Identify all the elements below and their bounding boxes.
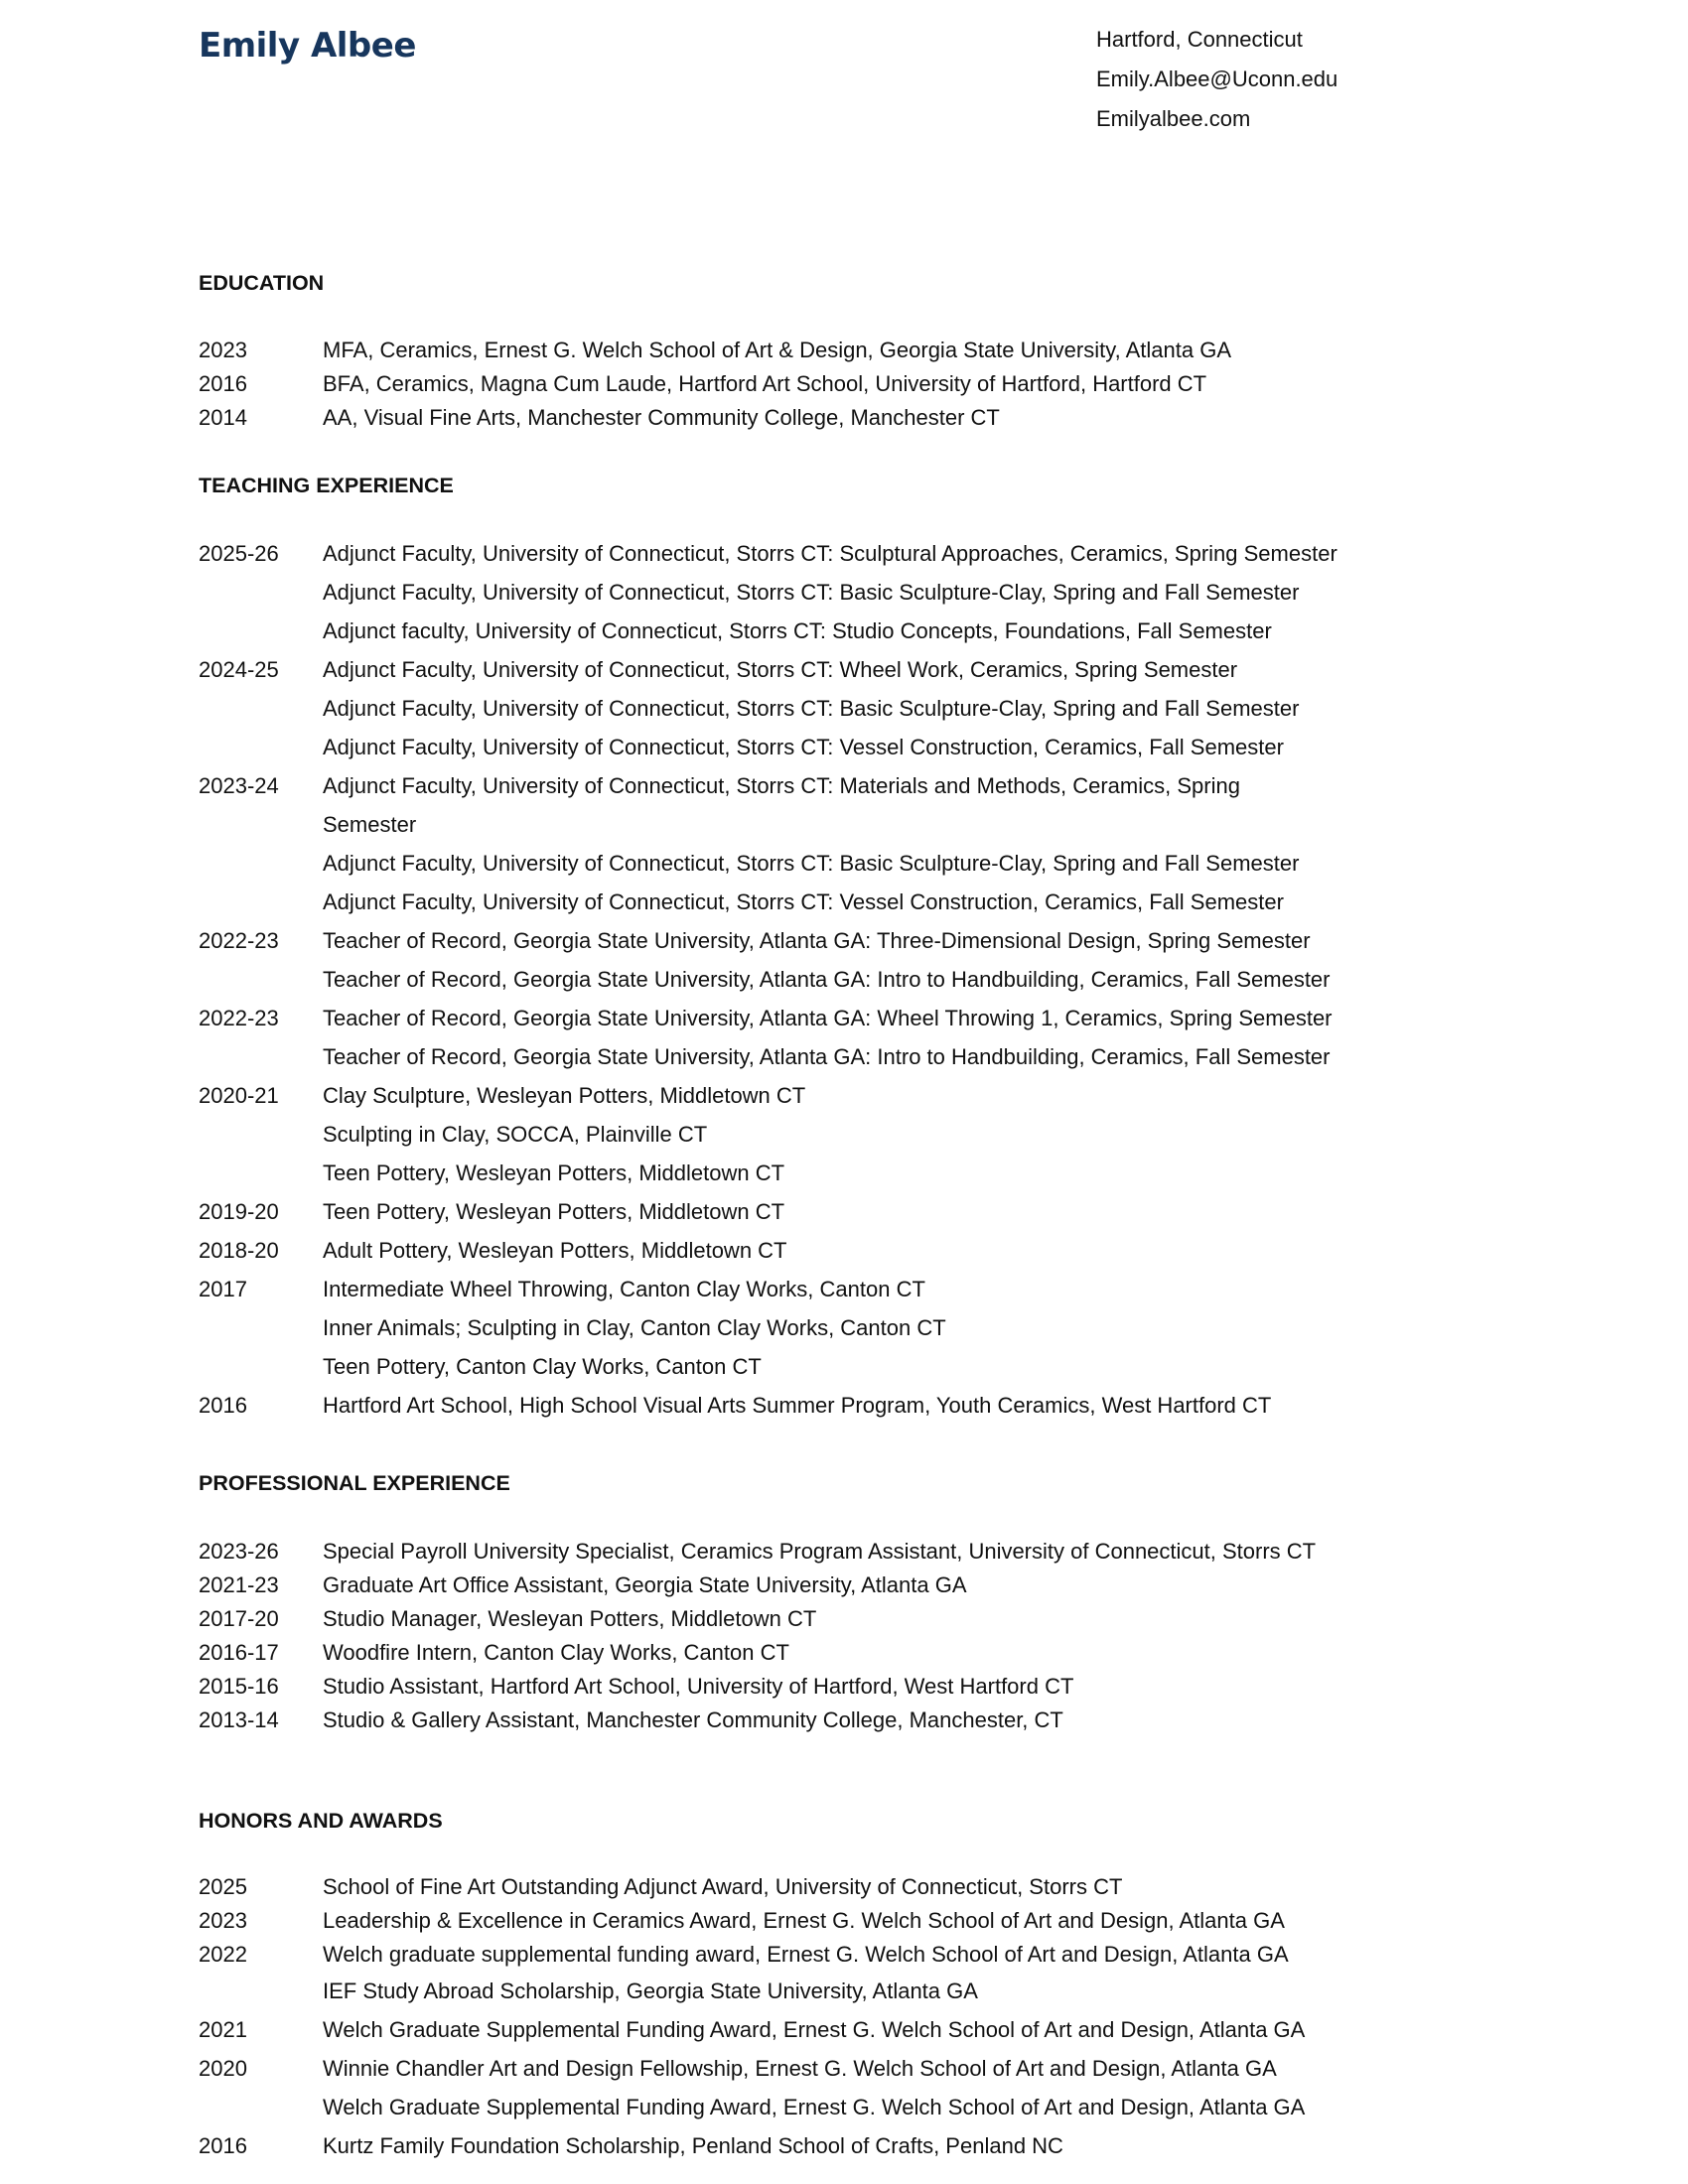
entry-text: Teen Pottery, Wesleyan Potters, Middletown CT	[323, 1160, 785, 1185]
entry-row	[199, 1347, 1589, 1386]
entry-row	[199, 1386, 1589, 1425]
entry-year: 2016-17	[199, 1640, 279, 1665]
entry-year: 2023	[199, 338, 247, 362]
entry-row	[199, 766, 1589, 805]
entry-row	[199, 921, 1589, 960]
entry-year: 2025	[199, 1874, 247, 1899]
entry-row	[199, 1636, 1589, 1670]
entry-year: 2025-26	[199, 541, 279, 566]
entry-list	[199, 1535, 1589, 1737]
entry-text: Teacher of Record, Georgia State University, Atlanta GA: Wheel Throwing 1, Ceramics, Spring Semester	[323, 1006, 1333, 1030]
entry-year	[199, 612, 323, 650]
entry-year: 2019-20	[199, 1199, 279, 1224]
entry-year: 2020	[199, 2056, 247, 2081]
entry-year: 2023-24	[199, 773, 279, 798]
entry-row	[199, 1870, 1589, 1904]
entry-year: 2022-23	[199, 1006, 279, 1030]
entry-row	[199, 401, 1589, 435]
entry-text: Teacher of Record, Georgia State University, Atlanta GA: Intro to Handbuilding, Ceramics, Fall Semester	[323, 1044, 1331, 1069]
entry-text: Adjunct Faculty, University of Connecticut, Storrs CT: Vessel Construction, Ceramics, Fall Semester	[323, 889, 1284, 914]
entry-row	[199, 367, 1589, 401]
entry-text: MFA, Ceramics, Ernest G. Welch School of Art & Design, Georgia State University, Atlanta GA	[323, 338, 1231, 362]
section-heading: HONORS AND AWARDS	[199, 1809, 443, 1833]
entry-year: 2020-21	[199, 1083, 279, 1108]
entry-list	[199, 334, 1589, 435]
entry-text: IEF Study Abroad Scholarship, Georgia State University, Atlanta GA	[323, 1979, 978, 2003]
entry-row	[199, 650, 1589, 689]
entry-text: Adjunct Faculty, University of Connecticut, Storrs CT: Basic Sculpture-Clay, Spring and Fall Semester	[323, 580, 1300, 605]
entry-row	[199, 1938, 1589, 1972]
entry-year	[199, 805, 323, 844]
entry-text: Welch Graduate Supplemental Funding Award, Ernest G. Welch School of Art and Design, Atlanta GA	[323, 2017, 1306, 2042]
entry-row	[199, 689, 1589, 728]
entry-text: Teacher of Record, Georgia State University, Atlanta GA: Intro to Handbuilding, Ceramics, Fall Semester	[323, 967, 1331, 992]
entry-text: Welch Graduate Supplemental Funding Award, Ernest G. Welch School of Art and Design, Atlanta GA	[323, 2095, 1306, 2119]
entry-row	[199, 1192, 1589, 1231]
entry-row	[199, 1904, 1589, 1938]
entry-year: 2022-23	[199, 928, 279, 953]
contact-location: Hartford, Connecticut	[1096, 27, 1303, 52]
entry-row	[199, 1704, 1589, 1737]
entry-text: Woodfire Intern, Canton Clay Works, Canton CT	[323, 1640, 789, 1665]
entry-list	[199, 534, 1589, 1425]
entry-row	[199, 2010, 1589, 2049]
entry-row	[199, 1037, 1589, 1076]
entry-row	[199, 1308, 1589, 1347]
entry-year	[199, 689, 323, 728]
contact-website[interactable]: Emilyalbee.com	[1096, 106, 1251, 131]
entry-year: 2016	[199, 1393, 247, 1418]
entry-text: Kurtz Family Foundation Scholarship, Penland School of Crafts, Penland NC	[323, 2133, 1063, 2158]
entry-text: Leadership & Excellence in Ceramics Award, Ernest G. Welch School of Art and Design, Atlanta GA	[323, 1908, 1285, 1933]
entry-year: 2023-26	[199, 1539, 279, 1564]
entry-year: 2024-25	[199, 657, 279, 682]
section-professional	[199, 1466, 1589, 1737]
entry-row	[199, 1670, 1589, 1704]
entry-year: 2014	[199, 405, 247, 430]
entry-row	[199, 573, 1589, 612]
entry-row	[199, 728, 1589, 766]
entry-row	[199, 1231, 1589, 1270]
entry-text: Adjunct Faculty, University of Connecticut, Storrs CT: Basic Sculpture-Clay, Spring and Fall Semester	[323, 696, 1300, 721]
section-heading: PROFESSIONAL EXPERIENCE	[199, 1471, 510, 1495]
entry-text: Adjunct faculty, University of Connecticut, Storrs CT: Studio Concepts, Foundations, Fall Semester	[323, 618, 1272, 643]
entry-year: 2021	[199, 2017, 247, 2042]
entry-row	[199, 844, 1589, 883]
entry-row	[199, 534, 1589, 573]
entry-text: Welch graduate supplemental funding award, Ernest G. Welch School of Art and Design, Atlanta GA	[323, 1942, 1289, 1967]
entry-row	[199, 1569, 1589, 1602]
entry-text: Sculpting in Clay, SOCCA, Plainville CT	[323, 1122, 708, 1147]
entry-row	[199, 1972, 1589, 2010]
entry-row	[199, 334, 1589, 367]
section-teaching	[199, 469, 1589, 1425]
entry-row	[199, 1115, 1589, 1154]
cv-name: Emily Albee	[199, 26, 416, 66]
entry-text: Intermediate Wheel Throwing, Canton Clay Works, Canton CT	[323, 1277, 925, 1301]
entry-row	[199, 1270, 1589, 1308]
entry-row	[199, 883, 1589, 921]
entry-year	[199, 728, 323, 766]
entry-text: Adjunct Faculty, University of Connecticut, Storrs CT: Materials and Methods, Ceramics, Spring	[323, 773, 1240, 798]
entry-text: AA, Visual Fine Arts, Manchester Community College, Manchester CT	[323, 405, 1000, 430]
entry-text: Teacher of Record, Georgia State University, Atlanta GA: Three-Dimensional Design, Spring Semester	[323, 928, 1311, 953]
entry-text: Inner Animals; Sculpting in Clay, Canton Clay Works, Canton CT	[323, 1315, 946, 1340]
entry-text: Adjunct Faculty, University of Connecticut, Storrs CT: Wheel Work, Ceramics, Spring Semester	[323, 657, 1238, 682]
entry-year: 2022	[199, 1942, 247, 1967]
entry-row	[199, 2088, 1589, 2126]
entry-text: Special Payroll University Specialist, Ceramics Program Assistant, University of Connecticut, Storrs CT	[323, 1539, 1317, 1564]
section-heading: TEACHING EXPERIENCE	[199, 474, 454, 497]
section-education	[199, 266, 1589, 435]
entry-row	[199, 1076, 1589, 1115]
entry-text: Teen Pottery, Canton Clay Works, Canton CT	[323, 1354, 762, 1379]
entry-list	[199, 1870, 1589, 2165]
entry-text: Semester	[323, 812, 417, 837]
entry-year	[199, 960, 323, 999]
section-heading: EDUCATION	[199, 271, 325, 295]
entry-year	[199, 844, 323, 883]
contact-email[interactable]: Emily.Albee@Uconn.edu	[1096, 67, 1338, 91]
entry-row	[199, 2049, 1589, 2088]
entry-year	[199, 1972, 323, 2010]
entry-text: School of Fine Art Outstanding Adjunct Award, University of Connecticut, Storrs CT	[323, 1874, 1123, 1899]
entry-row	[199, 1602, 1589, 1636]
entry-text: Studio Assistant, Hartford Art School, University of Hartford, West Hartford CT	[323, 1674, 1074, 1699]
entry-row	[199, 2126, 1589, 2165]
entry-text: Adult Pottery, Wesleyan Potters, Middletown CT	[323, 1238, 787, 1263]
entry-year: 2016	[199, 2133, 247, 2158]
entry-row	[199, 1535, 1589, 1569]
entry-row	[199, 960, 1589, 999]
entry-year: 2017-20	[199, 1606, 279, 1631]
entry-year	[199, 1037, 323, 1076]
entry-row	[199, 612, 1589, 650]
entry-year: 2016	[199, 371, 247, 396]
entry-text: Adjunct Faculty, University of Connecticut, Storrs CT: Vessel Construction, Ceramics, Fall Semester	[323, 735, 1284, 759]
entry-year	[199, 573, 323, 612]
contact-block	[1096, 20, 1337, 139]
section-honors	[199, 1804, 1589, 2165]
entry-text: Graduate Art Office Assistant, Georgia State University, Atlanta GA	[323, 1572, 967, 1597]
entry-text: BFA, Ceramics, Magna Cum Laude, Hartford Art School, University of Hartford, Hartford CT	[323, 371, 1207, 396]
entry-year: 2021-23	[199, 1572, 279, 1597]
entry-year: 2015-16	[199, 1674, 279, 1699]
entry-row	[199, 1154, 1589, 1192]
entry-year	[199, 2088, 323, 2126]
entry-year	[199, 883, 323, 921]
entry-year: 2013-14	[199, 1707, 279, 1732]
entry-text: Studio Manager, Wesleyan Potters, Middletown CT	[323, 1606, 817, 1631]
entry-row	[199, 999, 1589, 1037]
entry-year	[199, 1308, 323, 1347]
entry-year: 2017	[199, 1277, 247, 1301]
entry-text: Studio & Gallery Assistant, Manchester Community College, Manchester, CT	[323, 1707, 1063, 1732]
entry-year	[199, 1347, 323, 1386]
entry-text: Adjunct Faculty, University of Connecticut, Storrs CT: Basic Sculpture-Clay, Spring and Fall Semester	[323, 851, 1300, 876]
entry-text: Adjunct Faculty, University of Connecticut, Storrs CT: Sculptural Approaches, Ceramics, Spring Semester	[323, 541, 1337, 566]
entry-text: Hartford Art School, High School Visual Arts Summer Program, Youth Ceramics, West Hartford CT	[323, 1393, 1272, 1418]
entry-year	[199, 1154, 323, 1192]
entry-year	[199, 1115, 323, 1154]
entry-row	[199, 805, 1589, 844]
entry-text: Winnie Chandler Art and Design Fellowship, Ernest G. Welch School of Art and Design, Atlanta GA	[323, 2056, 1277, 2081]
entry-text: Clay Sculpture, Wesleyan Potters, Middletown CT	[323, 1083, 806, 1108]
entry-text: Teen Pottery, Wesleyan Potters, Middletown CT	[323, 1199, 785, 1224]
entry-year: 2018-20	[199, 1238, 279, 1263]
entry-year: 2023	[199, 1908, 247, 1933]
